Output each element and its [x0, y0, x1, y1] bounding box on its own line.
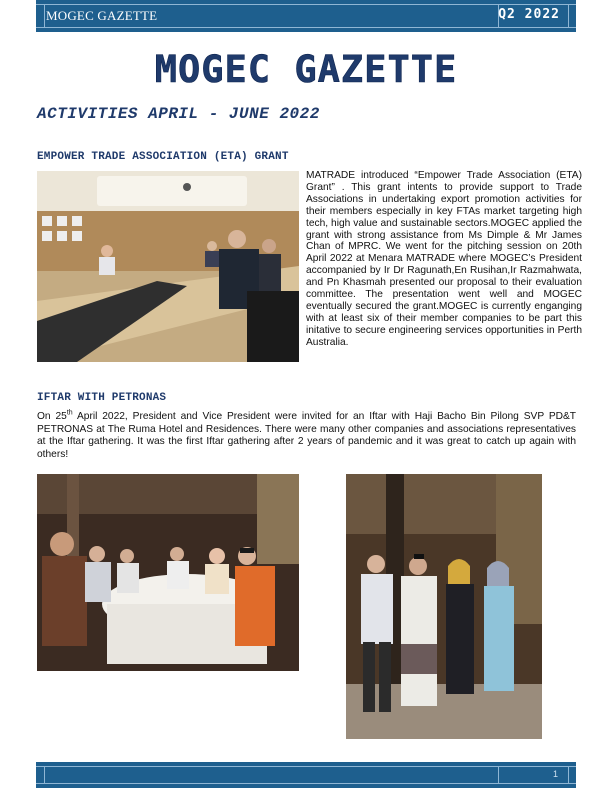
iftar-body-superscript: th — [66, 409, 73, 417]
footer-band-divider — [498, 766, 499, 784]
footer-band-rule — [36, 766, 576, 784]
header-band-divider — [44, 4, 45, 28]
footer-band-divider — [568, 766, 569, 784]
section-body-iftar — [37, 411, 576, 461]
header-band — [36, 0, 576, 32]
header-issue: Q2 2022 — [498, 7, 560, 22]
photo-eta-meeting — [37, 171, 299, 362]
header-band-divider — [568, 4, 569, 28]
footer-band-divider — [44, 766, 45, 784]
page-subtitle: ACTIVITIES APRIL - JUNE 2022 — [37, 105, 320, 123]
iftar-body-rest: April 2022, President and Vice President were invited for an Iftar with Haji Bacho Bin Pilong SVP PD&T PETRONAS at The Ruma Hotel and Residences. There were many other companies and associations representatives at the Iftar gathering. It was the first Iftar gathering after 2 years of pandemic and it was great to catch up again with others! — [37, 411, 576, 460]
page-title: MOGEC GAZETTE — [154, 48, 458, 91]
iftar-body-prefix: On 25 — [37, 411, 67, 422]
photo-iftar-group — [346, 474, 542, 739]
section-body-eta: MATRADE introduced “Empower Trade Association (ETA) Grant” . This grant intents to provide support to Trade Associations in undertaking export promotion activities for their members especially in key FTAs market targeting high tech, high value and sustainable sectors.MOGEC applied the grant with strong assistance from Ms Dimple & Mr James Chan of MPRC. We went for the pitching session on 20th April 2022 at Menara MATRADE where MOGEC’s President accompanied by Ir Dr Ragunath,En Rusihan,Ir Razmahwata, and Pn Khasmah presented our proposal to their evaluation committee. The presentation went well and MOGEC eventually secured the grant.MOGEC is currently enganging with at least six of their member companies to be part this initative to secure engineering services opportunities in Perth Australia. — [306, 170, 582, 348]
footer-band — [36, 762, 576, 788]
section-heading-eta: EMPOWER TRADE ASSOCIATION (ETA) GRANT — [37, 151, 289, 163]
section-heading-iftar: IFTAR WITH PETRONAS — [37, 392, 167, 404]
page-number: 1 — [552, 769, 558, 779]
photo-iftar-table — [37, 474, 299, 671]
header-title: MOGEC GAZETTE — [46, 8, 158, 23]
